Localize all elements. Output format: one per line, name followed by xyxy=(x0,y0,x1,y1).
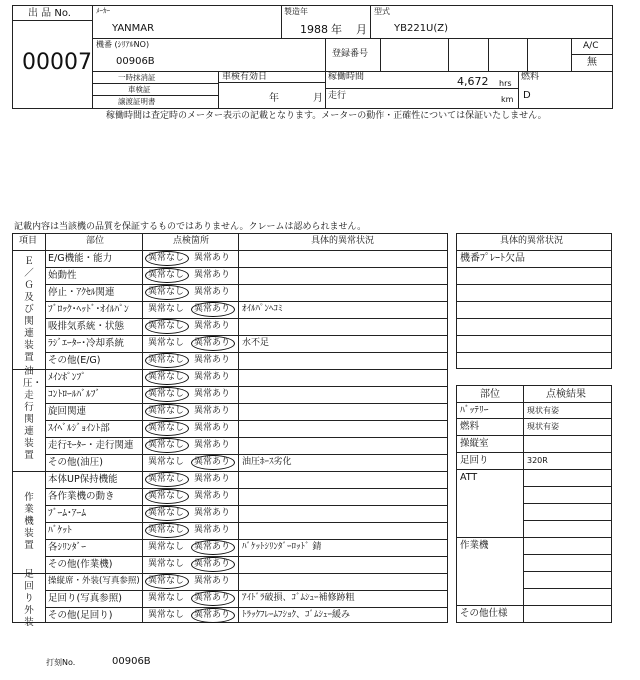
ok-circle-mark xyxy=(145,404,189,419)
fuel-value: D xyxy=(523,90,531,101)
row-divider xyxy=(45,539,448,540)
ng-option: 異常あり xyxy=(194,474,231,484)
shaken-year-unit: 年 xyxy=(269,93,279,104)
inspection-cert-label: 車検証 xyxy=(128,85,151,94)
ng-option: 異常あり xyxy=(194,542,231,552)
ng-circle-mark xyxy=(191,540,235,555)
ng-option: 異常あり xyxy=(194,423,231,433)
header-detail: 具体的異常状況 xyxy=(311,236,375,246)
ng-circle-mark xyxy=(191,455,235,470)
check-result: 現状有姿 xyxy=(527,406,559,415)
model-label: 型式 xyxy=(374,7,390,16)
ng-option: 異常あり xyxy=(194,508,231,518)
ok-option: 異常なし xyxy=(148,406,185,416)
row-part: ﾗｼﾞｴｰﾀｰ･冷却系統 xyxy=(48,338,125,349)
ng-option: 異常あり xyxy=(194,559,231,569)
right-detail-header: 具体的異常状況 xyxy=(500,236,564,246)
check-result: 320R xyxy=(527,456,548,465)
stamp-number-value: 00906B xyxy=(112,656,151,667)
ng-option: 異常あり xyxy=(194,304,231,314)
quality-disclaimer: 記載内容は当該機の品質を保証するものではありません。クレームは認められません。 xyxy=(14,222,367,232)
row-divider xyxy=(45,386,448,387)
ok-option: 異常なし xyxy=(148,474,185,484)
check-part: ﾊﾞｯﾃﾘｰ xyxy=(460,405,489,416)
row-divider xyxy=(45,403,448,404)
row-divider xyxy=(45,437,448,438)
check-row-line xyxy=(456,452,612,453)
ok-option: 異常なし xyxy=(148,491,185,501)
ng-option: 異常あり xyxy=(194,355,231,365)
maker-value: YANMAR xyxy=(112,23,155,34)
row-part: 旋回関連 xyxy=(48,406,87,417)
detail-line xyxy=(456,267,612,268)
row-part: 走行ﾓｰﾀｰ・走行関連 xyxy=(48,440,134,451)
check-part: 燃料 xyxy=(460,421,480,432)
check-part: 足回り xyxy=(460,455,489,466)
ng-circle-mark xyxy=(191,608,235,623)
shaken-month-unit: 月 xyxy=(313,93,323,104)
ok-circle-mark xyxy=(145,285,189,300)
check-row-line xyxy=(456,469,612,470)
ok-circle-mark xyxy=(145,489,189,504)
transfer-cert-label: 譲渡証明書 xyxy=(118,97,156,106)
row-divider xyxy=(45,505,448,506)
ok-option: 異常なし xyxy=(148,287,185,297)
row-part: その他(作業機) xyxy=(48,559,113,570)
ok-circle-mark xyxy=(145,472,189,487)
header-divider xyxy=(12,250,448,251)
lot-label: 出 品 No. xyxy=(28,8,71,19)
row-part: ﾒｲﾝﾎﾟﾝﾌﾟ xyxy=(48,372,87,383)
ac-label: A/C xyxy=(583,41,599,51)
registration-label: 登録番号 xyxy=(332,49,369,59)
serial-label: 機番 (ｼﾘｱﾙNO) xyxy=(96,40,150,49)
ok-option: 異常なし xyxy=(148,423,185,433)
ng-circle-mark xyxy=(191,302,235,317)
check-part: その他仕様 xyxy=(460,608,508,619)
shaken-label: 車検有効日 xyxy=(222,72,268,82)
row-divider xyxy=(45,284,448,285)
maker-label: ﾒｰｶｰ xyxy=(96,7,110,15)
row-divider xyxy=(45,556,448,557)
row-part: 各作業機の動き xyxy=(48,491,115,502)
ok-circle-mark xyxy=(145,353,189,368)
check-row-line xyxy=(523,554,612,555)
row-divider xyxy=(45,590,448,591)
ok-circle-mark xyxy=(145,251,189,266)
km-unit: km xyxy=(501,95,514,104)
year-value: 1988 xyxy=(300,23,328,36)
check-result: 現状有姿 xyxy=(527,422,559,431)
ng-option: 異常あり xyxy=(194,576,231,586)
ng-option: 異常あり xyxy=(194,338,231,348)
check-row-line xyxy=(523,588,612,589)
row-part: 本体UP保持機能 xyxy=(48,474,118,485)
ng-option: 異常あり xyxy=(194,457,231,467)
row-part: 各ｼﾘﾝﾀﾞｰ xyxy=(48,542,87,553)
ok-option: 異常なし xyxy=(148,559,185,569)
row-divider xyxy=(45,607,448,608)
row-divider xyxy=(12,369,448,370)
row-part: 足回り(写真参照) xyxy=(48,593,122,604)
row-part: E/G機能・能力 xyxy=(48,253,113,264)
travel-label: 走行 xyxy=(328,91,347,101)
group-label: Ｅ／Ｇ及び関連装置 xyxy=(24,256,34,363)
ok-option: 異常なし xyxy=(148,338,185,348)
ng-option: 異常あり xyxy=(194,525,231,535)
check-part: 作業機 xyxy=(460,540,489,551)
row-divider xyxy=(45,318,448,319)
ng-option: 異常あり xyxy=(194,593,231,603)
ng-option: 異常あり xyxy=(194,321,231,331)
row-divider xyxy=(45,522,448,523)
ng-option: 異常あり xyxy=(194,610,231,620)
ok-circle-mark xyxy=(145,438,189,453)
ok-circle-mark xyxy=(145,370,189,385)
row-part: 吸排気系統・状態 xyxy=(48,321,125,332)
month-unit: 月 xyxy=(356,23,367,36)
ng-circle-mark xyxy=(191,557,235,572)
group-label: 足回り外装 xyxy=(24,569,34,628)
row-detail: ｱｲﾄﾞﾗ破損、ｺﾞﾑｼｭｰ補修跡粗 xyxy=(242,593,355,603)
year-label: 製造年 xyxy=(284,7,308,16)
ok-circle-mark xyxy=(145,387,189,402)
row-part: ﾌﾞｰﾑ･ｱｰﾑ xyxy=(48,508,87,519)
ng-option: 異常あり xyxy=(194,389,231,399)
group-label: 油圧・走行関連装置 xyxy=(23,366,43,461)
ok-circle-mark xyxy=(145,268,189,283)
detail-line xyxy=(456,335,612,336)
group-label: 作業機装置 xyxy=(24,492,34,551)
row-divider xyxy=(45,454,448,455)
ng-circle-mark xyxy=(191,591,235,606)
ng-option: 異常あり xyxy=(194,270,231,280)
row-divider xyxy=(12,573,448,574)
ok-option: 異常なし xyxy=(148,610,185,620)
ok-option: 異常なし xyxy=(148,593,185,603)
check-row-line xyxy=(523,520,612,521)
row-divider xyxy=(45,352,448,353)
ok-option: 異常なし xyxy=(148,321,185,331)
row-detail: ﾄﾗｯｸﾌﾚｰﾑﾌｼｮｸ、ｺﾞﾑｼｭｰ緩み xyxy=(242,610,351,620)
row-divider xyxy=(12,471,448,472)
model-value: YB221U(Z) xyxy=(394,23,449,34)
serial-value: 00906B xyxy=(116,56,155,67)
ok-circle-mark xyxy=(145,523,189,538)
ok-option: 異常なし xyxy=(148,542,185,552)
ng-option: 異常あり xyxy=(194,491,231,501)
row-divider xyxy=(45,301,448,302)
row-part: その他(E/G) xyxy=(48,355,101,366)
check-row-line xyxy=(456,537,612,538)
ok-option: 異常なし xyxy=(148,355,185,365)
header-check: 点検箇所 xyxy=(173,236,210,246)
ok-circle-mark xyxy=(145,319,189,334)
row-part: その他(油圧) xyxy=(48,457,103,468)
hours-disclaimer: 稼働時間は査定時のメーター表示の記載となります。メーターの動作・正確性については保証いたしません。 xyxy=(106,111,547,121)
row-detail: ﾊﾞｹｯﾄｼﾘﾝﾀﾞｰﾛｯﾄﾞ 錆 xyxy=(242,542,322,552)
ok-option: 異常なし xyxy=(148,389,185,399)
ac-value: 無 xyxy=(587,57,597,68)
check-row-line xyxy=(456,435,612,436)
check-header-result: 点検結果 xyxy=(546,389,586,400)
ok-circle-mark xyxy=(145,506,189,521)
row-part: ｽｲﾍﾞﾙｼﾞｮｲﾝﾄ部 xyxy=(48,423,110,434)
row-part: 始動性 xyxy=(48,270,77,281)
ok-circle-mark xyxy=(145,421,189,436)
check-row-line xyxy=(456,418,612,419)
detail-line xyxy=(456,352,612,353)
row-part: 停止・ｱｸｾﾙ関連 xyxy=(48,287,115,298)
row-part: ｺﾝﾄﾛｰﾙﾊﾞﾙﾌﾞ xyxy=(48,389,101,400)
fuel-label: 燃料 xyxy=(521,72,540,82)
hours-label: 稼働時間 xyxy=(328,72,365,82)
year-unit: 年 xyxy=(331,23,342,36)
row-detail: ｵｲﾙﾊﾟﾝﾍｺﾐ xyxy=(242,304,283,314)
detail-line xyxy=(456,301,612,302)
ng-circle-mark xyxy=(191,336,235,351)
ok-option: 異常なし xyxy=(148,525,185,535)
ng-option: 異常あり xyxy=(194,287,231,297)
detail-line xyxy=(456,284,612,285)
hours-unit: hrs xyxy=(499,79,512,88)
row-detail: 水不足 xyxy=(242,338,270,348)
check-row-line xyxy=(456,605,612,606)
check-row-line xyxy=(523,571,612,572)
temp-cancel-label: 一時抹消証 xyxy=(118,73,156,82)
ok-option: 異常なし xyxy=(148,508,185,518)
ok-option: 異常なし xyxy=(148,457,185,467)
row-part: ﾌﾞﾛｯｸ･ﾍｯﾄﾞ･ｵｲﾙﾊﾟﾝ xyxy=(48,304,129,315)
ng-option: 異常あり xyxy=(194,253,231,263)
ok-option: 異常なし xyxy=(148,253,185,263)
detail-line xyxy=(456,250,612,251)
row-part: ﾊﾞｹｯﾄ xyxy=(48,525,72,536)
ok-option: 異常なし xyxy=(148,270,185,280)
row-part: その他(足回り) xyxy=(48,610,113,621)
stamp-number-label: 打刻No. xyxy=(46,658,76,667)
right-detail-first-line: 機番ﾌﾟﾚｰﾄ欠品 xyxy=(460,253,525,264)
ok-option: 異常なし xyxy=(148,304,185,314)
check-row-line xyxy=(456,402,612,403)
ng-option: 異常あり xyxy=(194,372,231,382)
row-divider xyxy=(45,267,448,268)
check-part: ATT xyxy=(460,472,478,483)
header-part: 部位 xyxy=(86,236,105,246)
ok-option: 異常なし xyxy=(148,440,185,450)
check-row-line xyxy=(523,486,612,487)
row-divider xyxy=(45,335,448,336)
ok-circle-mark xyxy=(145,574,189,589)
row-detail: 油圧ﾎｰｽ劣化 xyxy=(242,457,292,467)
header-item: 項目 xyxy=(19,236,38,246)
ok-option: 異常なし xyxy=(148,372,185,382)
lot-number: 00007 xyxy=(22,50,92,75)
check-part: 操縦室 xyxy=(460,438,489,449)
ok-option: 異常なし xyxy=(148,576,185,586)
row-divider xyxy=(45,488,448,489)
row-divider xyxy=(45,420,448,421)
hours-value: 4,672 xyxy=(457,75,489,88)
row-part: 操縦席・外装(写真参照) xyxy=(48,576,140,586)
ng-option: 異常あり xyxy=(194,406,231,416)
check-row-line xyxy=(523,503,612,504)
ng-option: 異常あり xyxy=(194,440,231,450)
check-header-part: 部位 xyxy=(480,389,500,400)
detail-line xyxy=(456,318,612,319)
